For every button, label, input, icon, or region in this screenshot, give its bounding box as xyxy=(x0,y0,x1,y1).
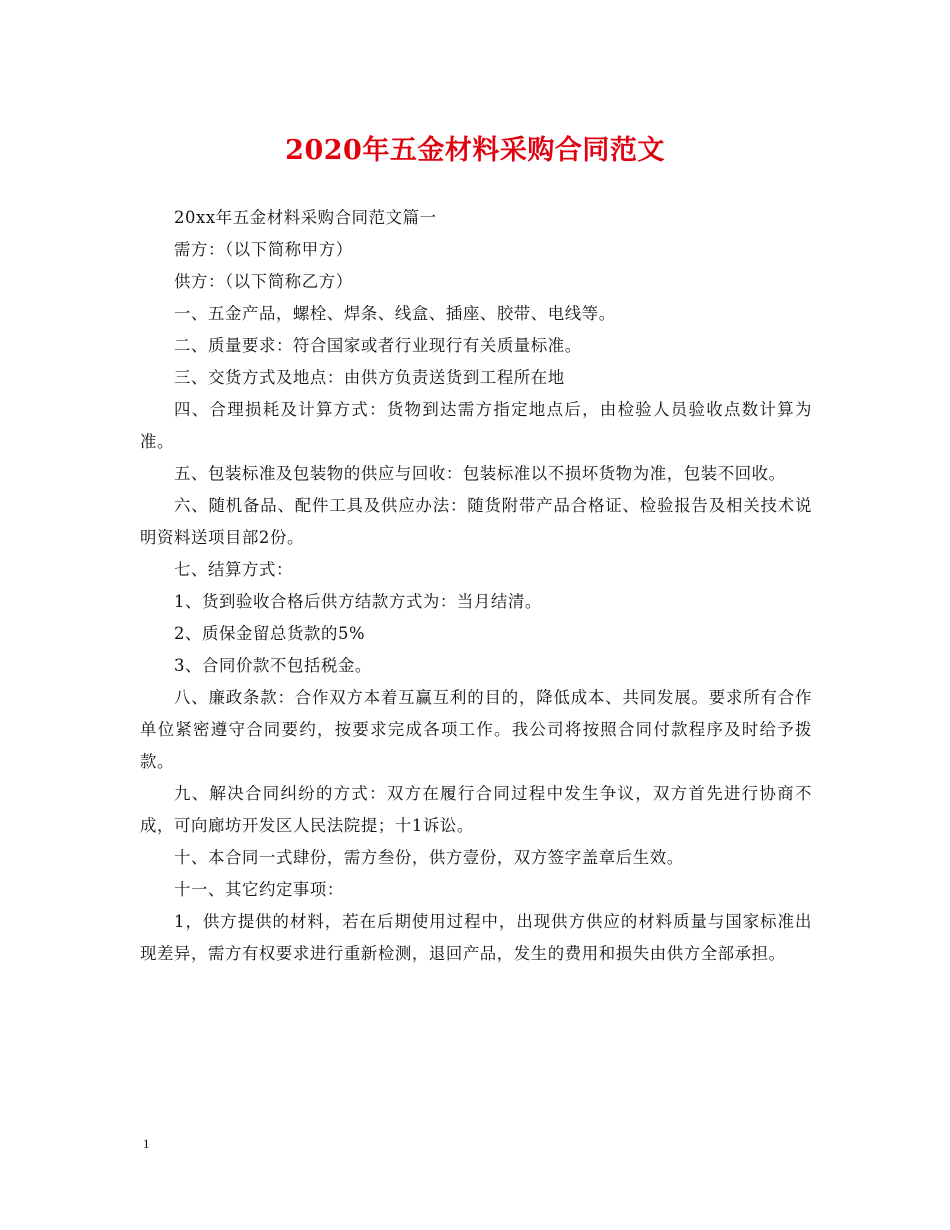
paragraph: 1，供方提供的材料，若在后期使用过程中，出现供方供应的材料质量与国家标准出现差异，需方有权要求进行重新检测，退回产品，发生的费用和损失由供方全部承担。 xyxy=(140,912,812,963)
paragraph: 需方：（以下简称甲方） xyxy=(174,240,353,259)
paragraph: 四、合理损耗及计算方式：货物到达需方指定地点后，由检验人员验收点数计算为准。 xyxy=(140,400,812,451)
paragraph: 九、解决合同纠纷的方式：双方在履行合同过程中发生争议，双方首先进行协商不成，可向廊坊开发区人民法院提；十1诉讼。 xyxy=(140,784,812,835)
paragraph: 十、本合同一式肆份，需方叁份，供方壹份，双方签字盖章后生效。 xyxy=(174,848,684,867)
paragraph: 一、五金产品，螺栓、焊条、线盒、插座、胶带、电线等。 xyxy=(174,304,616,323)
paragraph: 十一、其它约定事项： xyxy=(174,880,344,899)
paragraph: 20xx年五金材料采购合同范文篇一 xyxy=(174,208,437,227)
paragraph: 六、随机备品、配件工具及供应办法：随货附带产品合格证、检验报告及相关技术说明资料送项目部2份。 xyxy=(140,496,812,547)
paragraph: 供方：（以下简称乙方） xyxy=(174,272,353,291)
paragraph: 七、结算方式： xyxy=(174,560,293,579)
paragraph: 五、包装标准及包装物的供应与回收：包装标准以不损坏货物为准，包装不回收。 xyxy=(174,464,786,483)
document-title: 2020年五金材料采购合同范文 xyxy=(285,135,665,166)
page-number: 1 xyxy=(143,1136,150,1151)
paragraph: 3、合同价款不包括税金。 xyxy=(174,656,372,675)
paragraph: 2、质保金留总货款的5% xyxy=(174,624,366,643)
paragraph: 三、交货方式及地点：由供方负责送货到工程所在地 xyxy=(174,368,565,387)
paragraph: 八、廉政条款：合作双方本着互赢互利的目的，降低成本、共同发展。要求所有合作单位紧密遵守合同要约，按要求完成各项工作。我公司将按照合同付款程序及时给予拨款。 xyxy=(140,688,812,771)
paragraph: 1、货到验收合格后供方结款方式为：当月结清。 xyxy=(174,592,542,611)
document-body xyxy=(140,202,812,970)
paragraph: 二、质量要求：符合国家或者行业现行有关质量标准。 xyxy=(174,336,582,355)
